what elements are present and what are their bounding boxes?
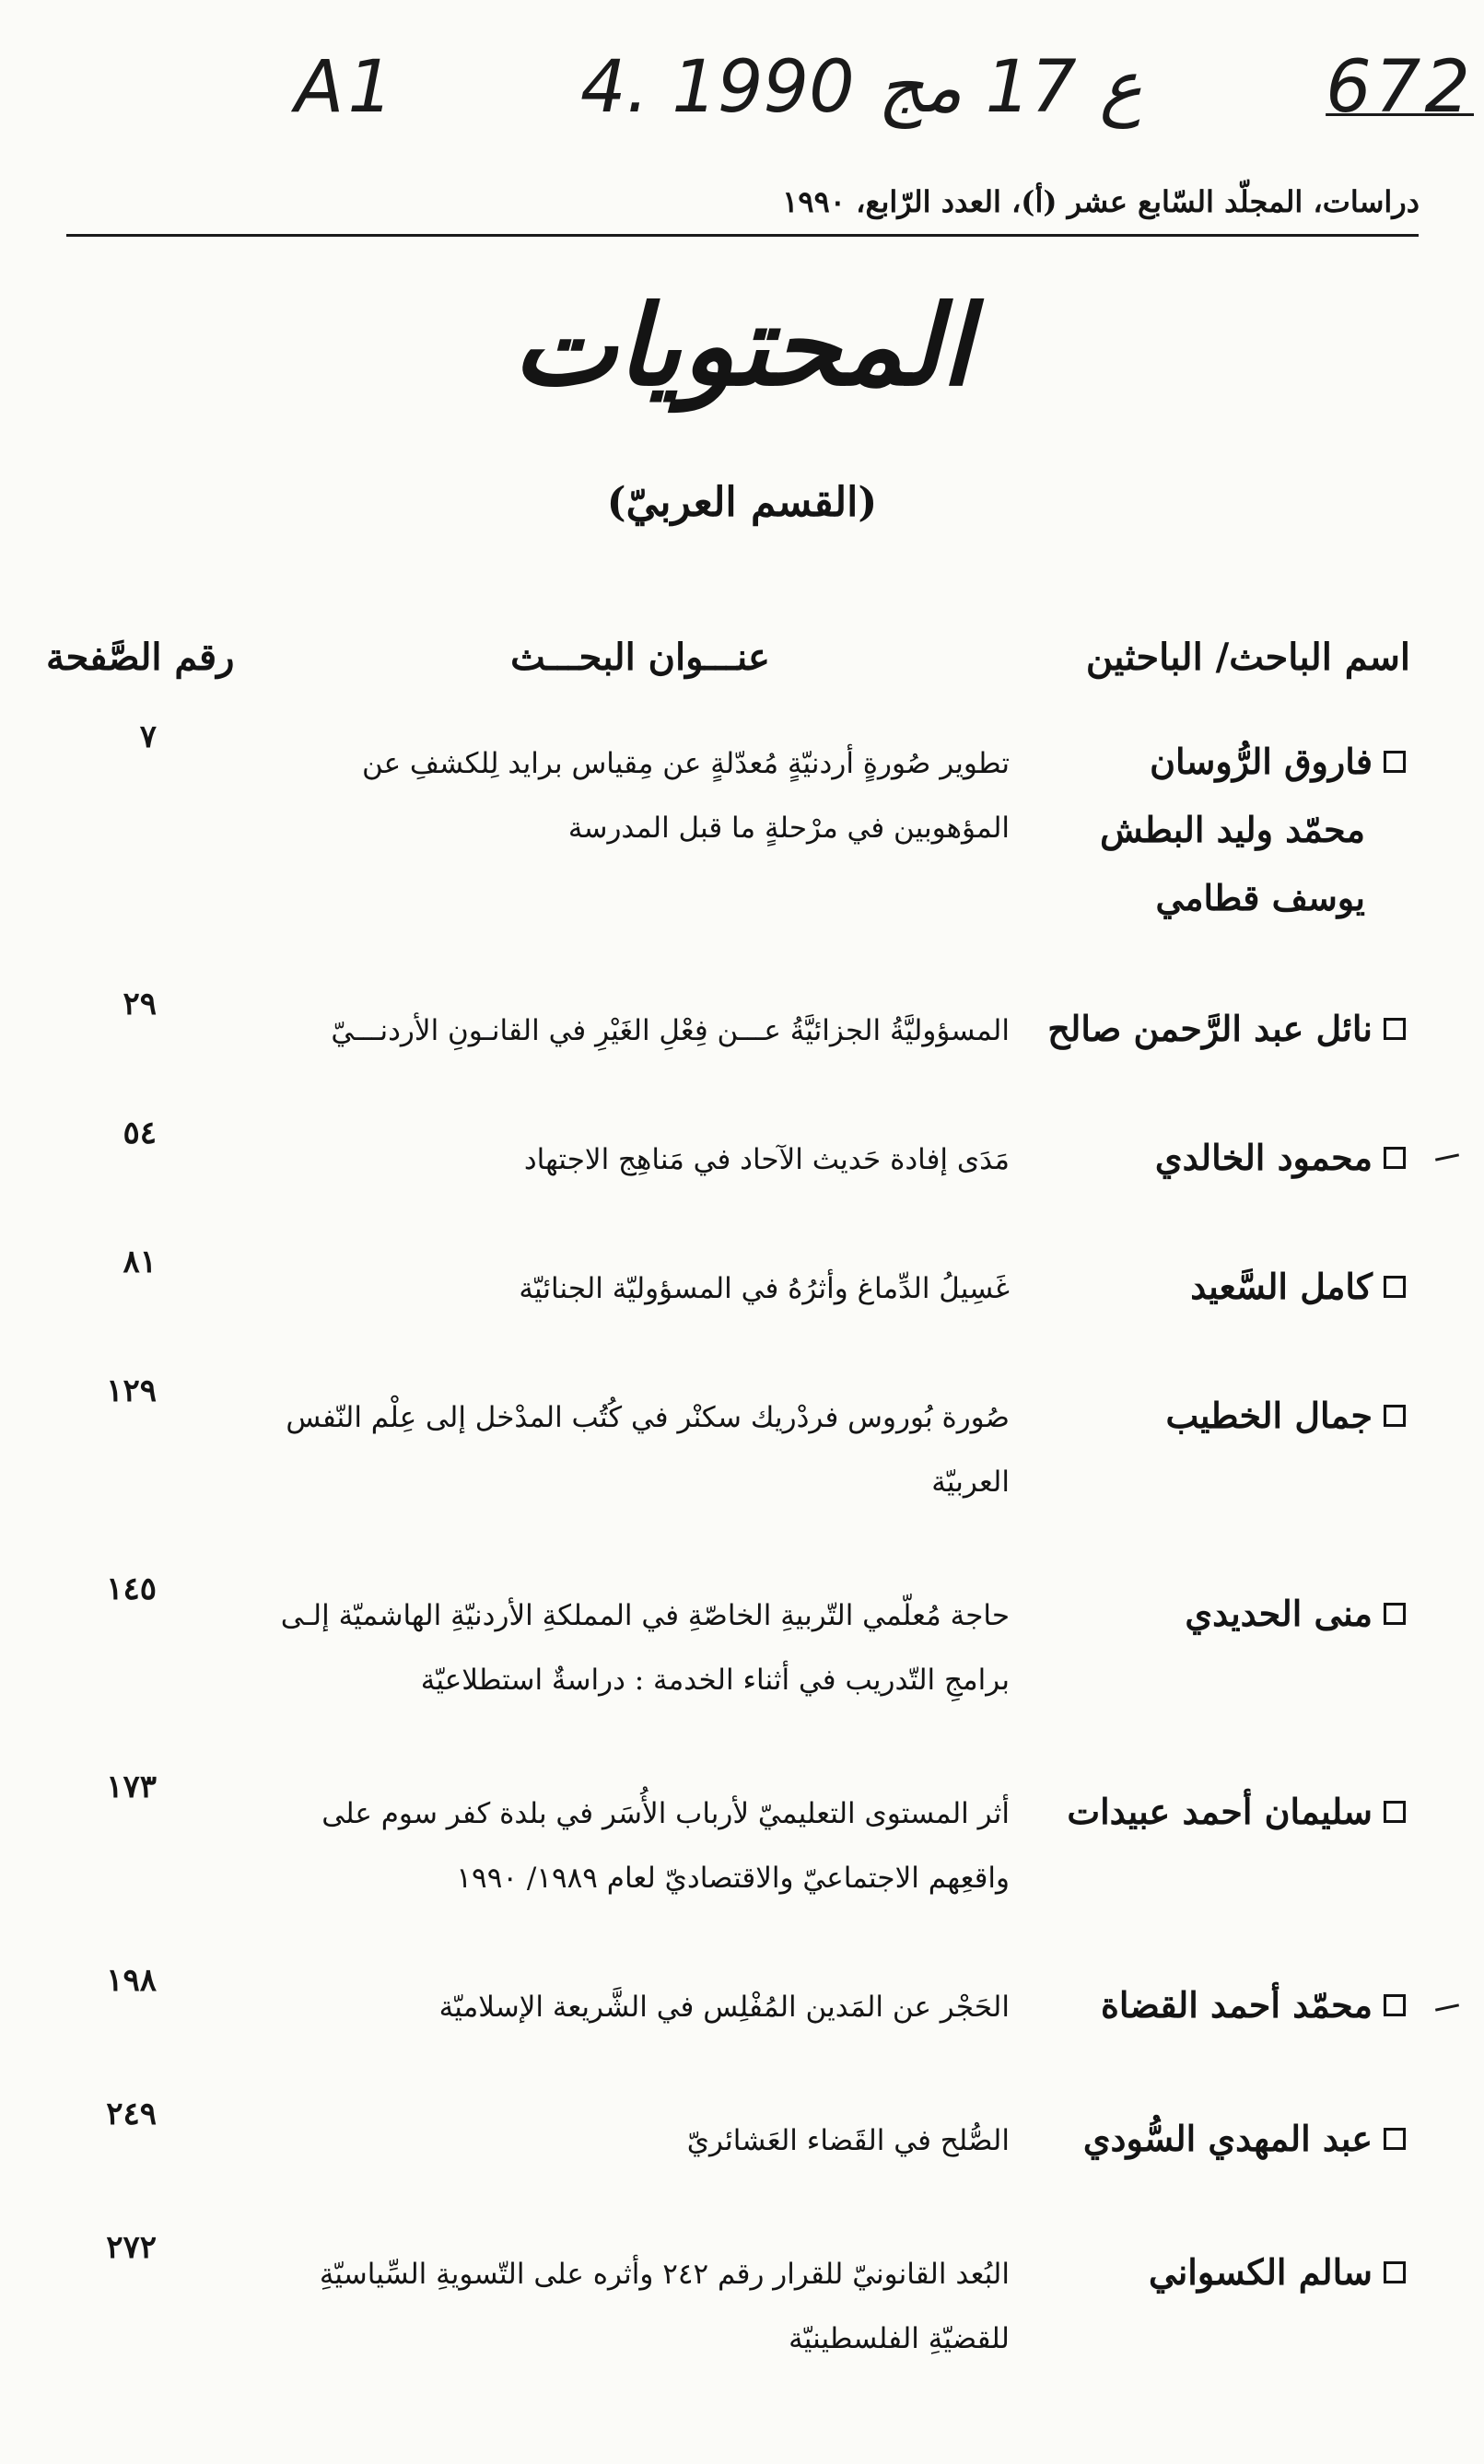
- entry-title: حاجة مُعلّمي التّربيةِ الخاصّةِ في المملكةِ الأردنيّةِ الهاشميّة إلـى برامجِ التّدريب في أثناء الخدمة : دراسةٌ استطلاعيّة: [280, 1599, 1010, 1697]
- entry-title: الحَجْر عن المَدين المُفْلِس في الشَّريعة الإسلاميّة: [438, 1991, 1010, 2024]
- entry-authors: [1037, 1580, 1406, 1648]
- author-name: سليمان أحمد عبيدات: [1067, 1791, 1373, 1832]
- entry-page-number: ١٧٣: [106, 1769, 157, 1805]
- checkbox-icon: [1384, 1994, 1406, 2016]
- author-line: [1037, 1253, 1406, 1321]
- column-header-page: رقم الصَّفحة: [46, 636, 235, 679]
- author-name: سالم الكسواني: [1149, 2251, 1373, 2293]
- entry-title: مَدَى إفادة حَديث الآحاد في مَناهِج الاجتهاد: [523, 1143, 1010, 1176]
- entry-page-number: ٨١: [123, 1244, 157, 1280]
- checkbox-icon: [1384, 1147, 1406, 1169]
- entry-authors: [1037, 1971, 1406, 2039]
- toc-entry: [0, 1571, 1484, 1736]
- author-name: منى الحديدي: [1185, 1593, 1373, 1634]
- author-name: محمود الخالدي: [1154, 1137, 1373, 1178]
- author-line: [1037, 1778, 1406, 1846]
- toc-entry: [0, 1769, 1484, 1934]
- entry-authors: [1037, 995, 1406, 1063]
- entry-page-number: ١٩٨: [106, 1962, 157, 1999]
- entry-page-number: ٢٤٩: [106, 2096, 157, 2132]
- toc-entry: [0, 2229, 1484, 2395]
- author-name: محمّد أحمد القضاة: [1100, 1984, 1373, 2026]
- author-line: [1037, 1971, 1406, 2039]
- author-name: محمّد وليد البطش: [1100, 809, 1365, 850]
- toc-entry: [0, 718, 1484, 918]
- entry-page-number: ٥٤: [123, 1115, 157, 1151]
- checkbox-icon: [1384, 2128, 1406, 2150]
- author-line: [1037, 728, 1406, 796]
- entry-title: المسؤوليَّةُ الجزائيَّةُ عـــن فِعْلِ الغَيْرِ في القانـونِ الأردنـــيّ: [331, 1014, 1010, 1047]
- checkbox-icon: [1384, 2261, 1406, 2283]
- page-title: المحتويات: [512, 281, 972, 411]
- entry-authors: [1037, 1253, 1406, 1321]
- author-line: [1037, 2238, 1406, 2306]
- entry-page-number: ٢٩: [123, 986, 157, 1022]
- entry-authors: [1037, 728, 1406, 932]
- author-line: [1037, 864, 1406, 932]
- entry-title: البُعد القانونيّ للقرار رقم ٢٤٢ وأثره على التّسويةِ السِّياسيّةِ للقضيّةِ الفلسطينيّة: [319, 2258, 1010, 2355]
- handwritten-volume-info: 4. ع 17 مج 1990: [580, 46, 1143, 129]
- entry-authors: [1037, 2105, 1406, 2173]
- entry-page-number: ٧: [139, 718, 157, 755]
- entry-title: أثر المستوى التعليميّ لأرباب الأُسَر في بلدة كفر سوم على واقعِهم الاجتماعيّ والاقتصاديّ لعام ١٩٨٩/ ١٩٩٠: [321, 1797, 1010, 1895]
- author-name: عبد المهدي السُّودي: [1082, 2118, 1373, 2159]
- entry-authors: [1037, 1382, 1406, 1450]
- checkbox-icon: [1384, 1405, 1406, 1427]
- author-name: يوسف قطامي: [1155, 877, 1365, 918]
- author-line: [1037, 2105, 1406, 2173]
- section-title: (القسم العربيّ): [606, 479, 878, 526]
- checkbox-icon: [1384, 1801, 1406, 1823]
- entry-authors: [1037, 1124, 1406, 1192]
- author-name: كامل السَّعيد: [1190, 1266, 1373, 1307]
- author-name: فاروق الرُّوسان: [1150, 741, 1373, 782]
- handwritten-number: 672: [1326, 46, 1474, 129]
- entry-page-number: ١٤٥: [106, 1571, 157, 1607]
- toc-entry: [0, 1372, 1484, 1538]
- entry-authors: [1037, 1778, 1406, 1846]
- checkbox-icon: [1384, 751, 1406, 773]
- checkbox-icon: [1384, 1603, 1406, 1625]
- checkbox-icon: [1384, 1276, 1406, 1298]
- entry-title: تطوير صُورةٍ أردنيّةٍ مُعدّلةٍ عن مِقياس برايد لِلكشفِ عن المؤهوبين في مرْحلةٍ ما قبل المدرسة: [361, 747, 1010, 845]
- author-line: [1037, 995, 1406, 1063]
- entry-title: الصُّلح في القَضاء العَشائريّ: [686, 2124, 1010, 2157]
- journal-header: دراسات، المجلّد السّابع عشر (أ)، العدد الرّابع، ١٩٩٠: [782, 184, 1420, 219]
- entry-title: غَسِيلُ الدِّماغ وأثرُهُ في المسؤوليّة الجنائيّة: [519, 1272, 1010, 1305]
- entry-page-number: ١٢٩: [106, 1372, 157, 1409]
- column-header-title: عنـــوان البحـــث: [510, 636, 770, 679]
- checkbox-icon: [1384, 1018, 1406, 1040]
- entry-authors: [1037, 2238, 1406, 2306]
- author-name: جمال الخطيب: [1165, 1395, 1373, 1436]
- entry-page-number: ٢٧٢: [106, 2229, 157, 2266]
- author-line: [1037, 1382, 1406, 1450]
- author-line: [1037, 1580, 1406, 1648]
- author-name: نائل عبد الرَّحمن صالح: [1047, 1008, 1373, 1049]
- handwritten-code: A1: [295, 46, 397, 129]
- entry-title: صُورة بُوروس فردْريك سكنْر في كُتُب المدْخل إلى عِلْم النّفس العربيّة: [286, 1401, 1010, 1499]
- author-line: [1037, 796, 1406, 864]
- column-header-author: اسم الباحث/ الباحثين: [1085, 636, 1410, 679]
- author-line: [1037, 1124, 1406, 1192]
